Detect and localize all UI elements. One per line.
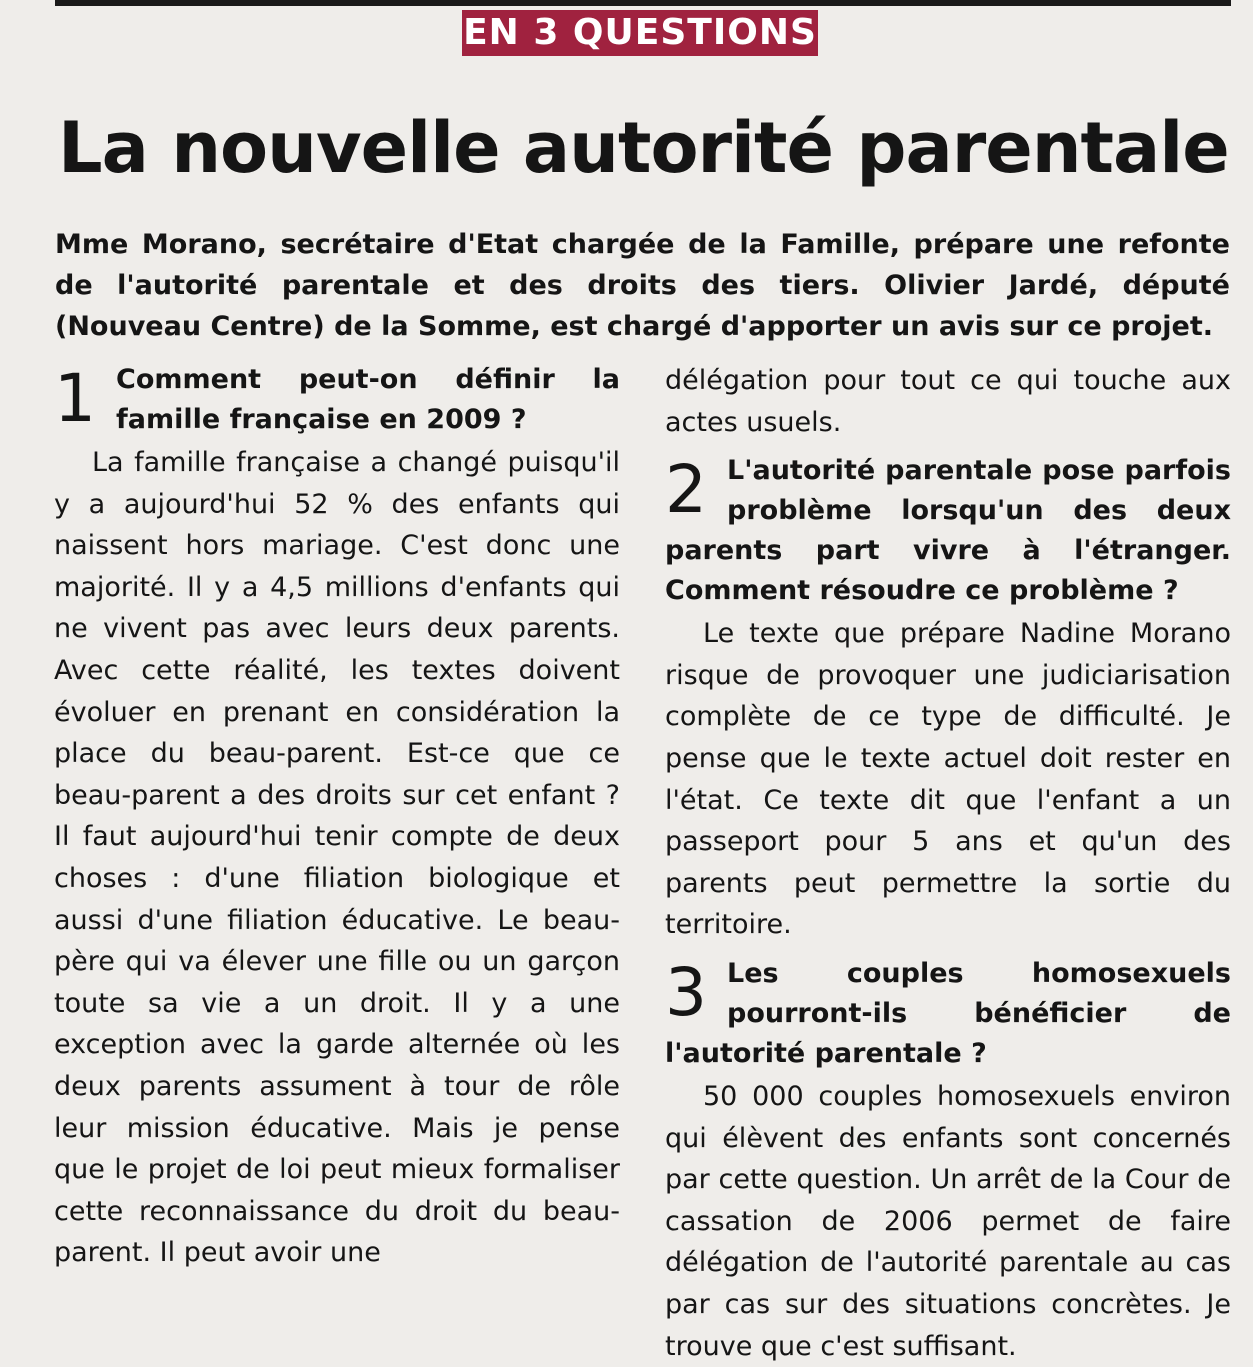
question-1 [54,360,620,440]
answer-paragraph: Le texte que prépare Nadine Morano risque de provoquer une judiciarisation complète de ce type de difficulté. Je pense que le texte actuel doit rester en l'état. Ce texte dit que l'enfant a un passeport pour 5 ans et qu'un des parents peut permettre la sortie du territoire. [665,618,1231,941]
column-right [665,360,1231,1367]
section-kicker: EN 3 QUESTIONS [462,10,818,56]
answer-paragraph: 50 000 couples homosexuels environ qui élèvent des enfants sont concernés par cette question. Un arrêt de la Cour de cassation de 2006 permet de faire délégation de l'autorité parentale au cas par cas sur des situations concrètes. Je trouve que c'est suffisant. [665,1080,1231,1362]
question-number: 2 [665,451,707,529]
question-3 [665,954,1231,1074]
chapeau: Mme Morano, secrétaire d'Etat chargée de la Famille, prépare une refonte de l'autorité parentale et des droits des tiers. Olivier Jardé, député (Nouveau Centre) de la Somme, est chargé d'apporter un avis sur ce projet. [55,229,1230,342]
question-2 [665,451,1231,611]
question-text: Comment peut-on définir la famille française en 2009 ? [116,364,620,435]
headline: La nouvelle autorité parentale [58,107,1229,189]
answer-paragraph: La famille française a changé puisqu'il y a aujourd'hui 52 % des enfants qui naissent hors mariage. C'est donc une majorité. Il y a 4,5 millions d'enfants qui ne vivent pas avec leurs deux parents. Avec cette réalité, les textes doivent évoluer en prenant en considération la place du beau-parent. Est-ce que ce beau-parent a des droits sur cet enfant ? Il faut aujourd'hui tenir compte de deux choses : d'une filiation biologique et aussi d'une filiation éducative. Le beau-père qui va élever une fille ou un garçon toute sa vie a un droit. Il y a une exception avec la garde alternée où les deux parents assument à tour de rôle leur mission éducative. Mais je pense que le projet de loi peut mieux formaliser cette reconnaissance du droit du beau-parent. Il peut avoir une [54,447,620,1269]
question-number: 1 [54,360,96,437]
question-text: Les couples homosexuels pourront-ils bénéficier de l'autorité parentale ? [665,957,1231,1069]
top-rule [55,0,1231,6]
column-left [54,360,620,1274]
question-text: L'autorité parentale pose parfois problème lorsqu'un des deux parents part vivre à l'étranger. Comment résoudre ce problème ? [665,455,1231,607]
question-number: 3 [665,953,707,1031]
answer-continued: délégation pour tout ce qui touche aux actes usuels. [665,365,1231,438]
